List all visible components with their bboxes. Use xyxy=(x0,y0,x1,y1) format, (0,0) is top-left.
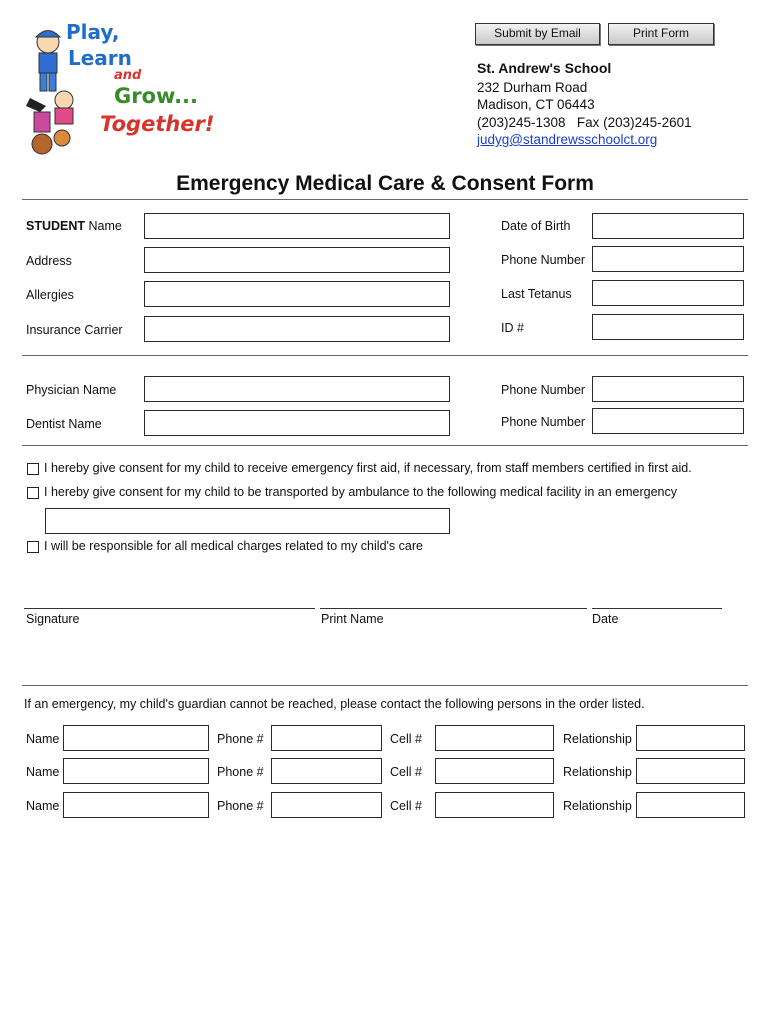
physician-name-field[interactable] xyxy=(144,376,450,402)
contact-3-name-field[interactable] xyxy=(63,792,209,818)
school-city: Madison, CT 06443 xyxy=(477,97,595,112)
contact-3-cell-field[interactable] xyxy=(435,792,554,818)
contact-name-label: Name xyxy=(26,765,60,779)
school-street: 232 Durham Road xyxy=(477,80,588,95)
contact-relationship-label: Relationship xyxy=(563,732,632,746)
dentist-phone-field[interactable] xyxy=(592,408,744,434)
dob-label: Date of Birth xyxy=(501,219,571,233)
phone-number-label: Phone Number xyxy=(501,253,586,267)
logo-text-play: Play, xyxy=(66,20,120,44)
contact-phone-label: Phone # xyxy=(217,732,264,746)
date-label: Date xyxy=(592,612,619,626)
insurance-carrier-field[interactable] xyxy=(144,316,450,342)
print-name-label: Print Name xyxy=(321,612,384,626)
physician-phone-field[interactable] xyxy=(592,376,744,402)
allergies-field[interactable] xyxy=(144,281,450,307)
submit-by-email-button[interactable]: Submit by Email xyxy=(475,23,600,45)
contact-2-phone-field[interactable] xyxy=(271,758,382,784)
contact-3-relationship-field[interactable] xyxy=(636,792,745,818)
section-divider xyxy=(22,445,748,446)
dob-field[interactable] xyxy=(592,213,744,239)
contact-relationship-label: Relationship xyxy=(563,765,632,779)
physician-name-label: Physician Name xyxy=(26,383,117,397)
contact-2-cell-field[interactable] xyxy=(435,758,554,784)
contact-2-name-field[interactable] xyxy=(63,758,209,784)
consent-charges-checkbox[interactable] xyxy=(27,541,39,553)
contact-2-relationship-field[interactable] xyxy=(636,758,745,784)
logo-text-and: and xyxy=(114,68,142,83)
contact-cell-label: Cell # xyxy=(390,799,422,813)
school-email-link[interactable]: judyg@standrewsschoolct.org xyxy=(477,132,658,147)
allergies-label: Allergies xyxy=(26,288,74,302)
insurance-carrier-label: Insurance Carrier xyxy=(26,323,123,337)
consent-ambulance-text: I hereby give consent for my child to be transported by ambulance to the following medical facility in an emergency xyxy=(44,485,677,499)
student-name-label: STUDENT Name xyxy=(26,219,122,233)
consent-charges-text: I will be responsible for all medical charges related to my child's care xyxy=(44,539,423,553)
address-label: Address xyxy=(26,254,72,268)
contact-name-label: Name xyxy=(26,799,60,813)
contact-relationship-label: Relationship xyxy=(563,799,632,813)
contact-1-cell-field[interactable] xyxy=(435,725,554,751)
consent-first-aid-text: I hereby give consent for my child to receive emergency first aid, if necessary, from staff members certified in first aid. xyxy=(44,461,692,475)
logo-text-learn: Learn xyxy=(68,46,132,70)
contact-1-phone-field[interactable] xyxy=(271,725,382,751)
contact-cell-label: Cell # xyxy=(390,732,422,746)
contact-3-phone-field[interactable] xyxy=(271,792,382,818)
medical-facility-field[interactable] xyxy=(45,508,450,534)
contact-1-name-field[interactable] xyxy=(63,725,209,751)
student-name-field[interactable] xyxy=(144,213,450,239)
consent-ambulance-checkbox[interactable] xyxy=(27,487,39,499)
section-divider xyxy=(22,355,748,356)
school-phones: (203)245-1308 Fax (203)245-2601 xyxy=(477,115,692,130)
last-tetanus-label: Last Tetanus xyxy=(501,287,572,301)
address-field[interactable] xyxy=(144,247,450,273)
print-form-button[interactable]: Print Form xyxy=(608,23,714,45)
signature-line[interactable] xyxy=(24,608,315,609)
dentist-phone-label: Phone Number xyxy=(501,415,586,429)
contact-phone-label: Phone # xyxy=(217,799,264,813)
logo-text-grow: Grow... xyxy=(114,84,199,108)
school-logo xyxy=(22,20,215,160)
form-title: Emergency Medical Care & Consent Form xyxy=(176,172,594,195)
school-name: St. Andrew's School xyxy=(477,60,612,76)
contact-1-relationship-field[interactable] xyxy=(636,725,745,751)
contact-cell-label: Cell # xyxy=(390,765,422,779)
contact-phone-label: Phone # xyxy=(217,765,264,779)
id-label: ID # xyxy=(501,321,524,335)
contact-name-label: Name xyxy=(26,732,60,746)
logo-text-together: Together! xyxy=(100,112,215,136)
print-name-line[interactable] xyxy=(320,608,587,609)
title-divider xyxy=(22,199,748,200)
emergency-contacts-intro: If an emergency, my child's guardian cannot be reached, please contact the following persons in the order listed. xyxy=(24,697,645,711)
phone-number-field[interactable] xyxy=(592,246,744,272)
dentist-name-label: Dentist Name xyxy=(26,417,102,431)
signature-label: Signature xyxy=(26,612,80,626)
dentist-name-field[interactable] xyxy=(144,410,450,436)
section-divider xyxy=(22,685,748,686)
last-tetanus-field[interactable] xyxy=(592,280,744,306)
consent-first-aid-checkbox[interactable] xyxy=(27,463,39,475)
id-field[interactable] xyxy=(592,314,744,340)
date-line[interactable] xyxy=(592,608,722,609)
physician-phone-label: Phone Number xyxy=(501,383,586,397)
